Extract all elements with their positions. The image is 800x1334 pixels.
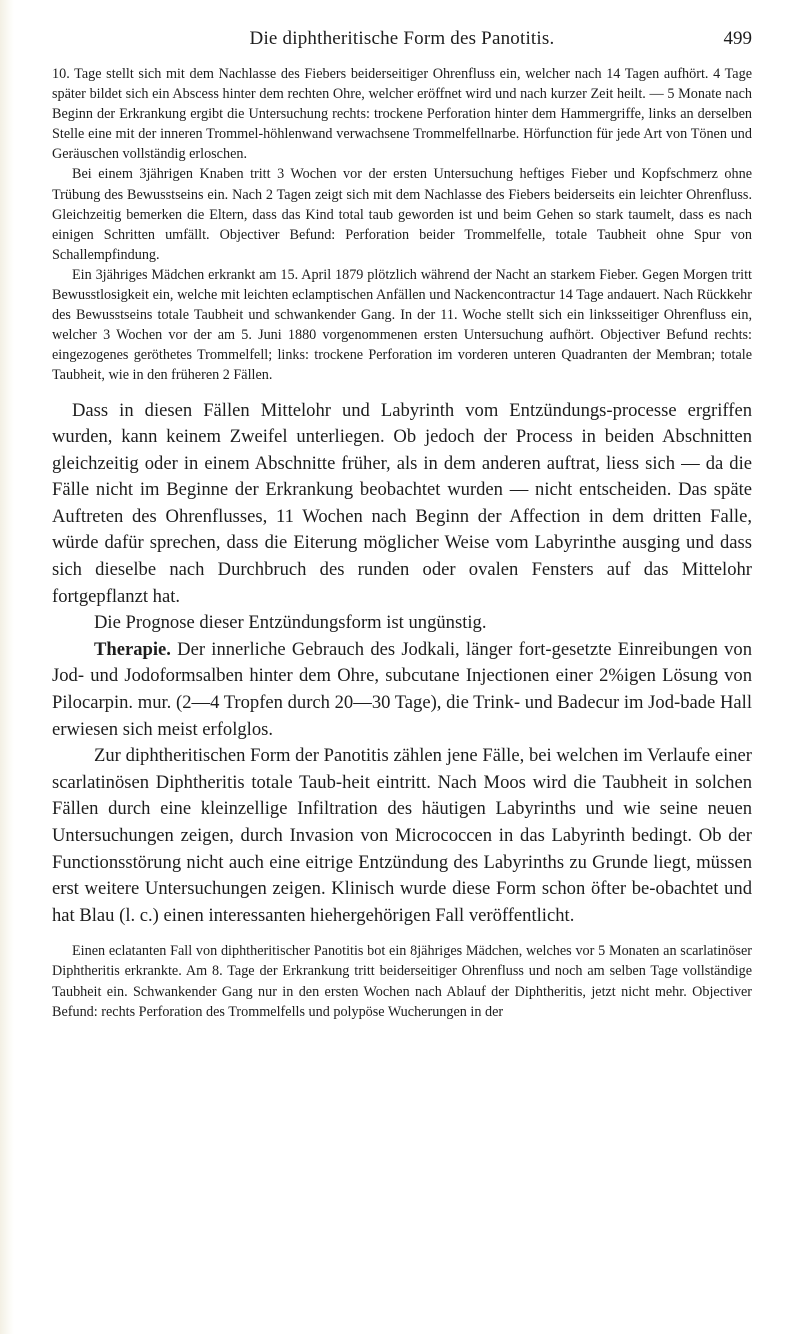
- page-header: [52, 28, 752, 64]
- therapy-text: Der innerliche Gebrauch des Jodkali, länger fort-gesetzte Einreibungen von Jod- und Jodoformsalben hinter dem Ohre, subcutane Injectionen einer 2%igen Lösung von Pilocarpin. mur. (2—4 Tropfen durch 20—30 Tage), die Trink- und Badecur im Jod-bade Hall erwiesen sich meist erfolglos.: [52, 638, 752, 740]
- prognosis-paragraph: Die Prognose dieser Entzündungsform ist ungünstig.: [94, 612, 487, 634]
- document-page: [52, 28, 752, 1022]
- section-gap: [52, 386, 752, 398]
- running-title: Die diphtheritische Form des Panotitis.: [249, 28, 555, 49]
- therapy-paragraph: [52, 637, 752, 743]
- case-8yo-paragraph: Einen eclatanten Fall von diphtheritischer Panotitis bot ein 8jähriges Mädchen, welches vor 5 Monaten an scarlatinöser Diphtheritis erkrankte. Am 8. Tage der Erkrankung tritt beiderseitiger Ohrenfluss und noch am selben Tage vollständige Taubheit ein. Schwankender Gang nur in den ersten Wochen nach Ablauf der Diphtheritis, jetzt nicht mehr. Objectiver Befund: rechts Perforation des Trommelfells und polypöse Wucherungen in der: [52, 943, 752, 1020]
- therapy-label: Therapie.: [94, 638, 171, 660]
- scan-edge: [0, 0, 14, 1334]
- case-girl-paragraph: Ein 3jähriges Mädchen erkrankt am 15. April 1879 plötzlich während der Nacht an starkem Fieber. Gegen Morgen tritt Bewusstlosigkeit ein, welche mit leichten eclamptischen Anfällen und Nackencontractur 14 Tage andauert. Nach Rückkehr des Bewusstseins totale Taubheit und schwankender Gang. In der 11. Woche stellt sich ein linksseitiger Ohrenfluss ein, welcher 3 Wochen vor der am 5. Juni 1880 vorgenommenen ersten Untersuchung aufhört. Objectiver Befund rechts: eingezogenes geröthetes Trommelfell; links: trockene Perforation im vorderen unteren Quadranten der Membran; totale Taubheit, wie in den früheren 2 Fällen.: [52, 266, 752, 384]
- section-gap: [52, 929, 752, 941]
- discussion-paragraph: Dass in diesen Fällen Mittelohr und Labyrinth vom Entzündungs-processe ergriffen wurden, kann keinem Zweifel unterliegen. Ob jedoch der Process in beiden Abschnitten gleichzeitig oder in einem Abschnitte früher, als in dem anderen auftrat, liess sich — da die Fälle nicht im Beginne der Erkrankung beobachtet wurden — nicht entscheiden. Das späte Auftreten des Ohrenflusses, 11 Wochen nach Beginn der Affection in dem dritten Falle, würde dafür sprechen, dass die Eiterung möglicher Weise vom Labyrinthe ausging und dass sich dieselbe nach Durchbruch des runden oder ovalen Fensters auf das Mittelohr fortgepflanzt hat.: [52, 399, 752, 607]
- case-boy-paragraph: Bei einem 3jährigen Knaben tritt 3 Wochen vor der ersten Untersuchung heftiges Fieber und Kopfschmerz ohne Trübung des Bewusstseins ein. Nach 2 Tagen zeigt sich mit dem Nachlasse des Fiebers beiderseits ein leichter Ohrenfluss. Gleichzeitig bemerken die Eltern, dass das Kind total taub geworden ist und beim Gehen so stark taumelt, dass es nach einigen Schritten umfällt. Objectiver Befund: Perforation beider Trommelfelle, totale Taubheit ohne Spur von Schallempfindung.: [52, 166, 752, 263]
- page-number: 499: [723, 28, 752, 49]
- case-10-paragraph: 10. Tage stellt sich mit dem Nachlasse des Fiebers beiderseitiger Ohrenfluss ein, welcher nach 14 Tagen aufhört. 4 Tage später bildet sich ein Abscess hinter dem rechten Ohre, welcher eröffnet wird und nach kurzer Zeit heilt. — 5 Monate nach Beginn der Erkrankung ergibt die Untersuchung rechts: trockene Perforation hinter dem Hammergriffe, links an derselben Stelle eine mit der inneren Trommel-höhlenwand verwachsene Trommelfellnarbe. Hörfunction für jede Art von Tönen und Geräuschen vollständig erloschen.: [52, 66, 752, 163]
- diphtheritic-form-paragraph: Zur diphtheritischen Form der Panotitis zählen jene Fälle, bei welchen im Verlaufe einer scarlatinösen Diphtheritis totale Taub-heit eintritt. Nach Moos wird die Taubheit in solchen Fällen durch eine kleinzellige Infiltration des häutigen Labyrinths und wie seine neuen Untersuchungen zeigen, durch Invasion von Micrococcen in das Labyrinth bedingt. Ob der Functionsstörung nicht auch eine eitrige Entzündung des Labyrinths zu Grunde liegt, müssen erst weitere Untersuchungen zeigen. Klinisch wurde diese Form schon öfter be-obachtet und hat Blau (l. c.) einen interessanten hiehergehörigen Fall veröffentlicht.: [52, 745, 752, 926]
